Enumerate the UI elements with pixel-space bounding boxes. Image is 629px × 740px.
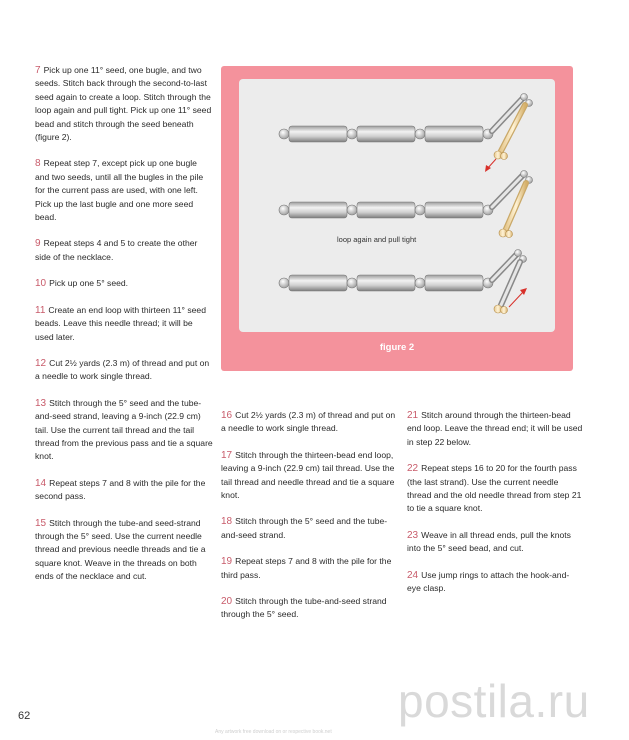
instruction-step (221, 515, 397, 542)
figure-panel (239, 79, 555, 332)
instruction-step (35, 277, 213, 290)
step-number: 16 (221, 410, 233, 421)
step-text: Stitch through the thirteen-bead end loop, leaving a 9-inch (22.9 cm) tail thread. Use the tail thread and needle thread and tie a square knot. (221, 449, 395, 501)
instruction-step (407, 409, 583, 449)
instruction-step (35, 357, 213, 384)
bead-diagram (239, 79, 555, 332)
step-number: 24 (407, 569, 419, 581)
bead-row-2 (279, 171, 533, 238)
column-middle (221, 409, 397, 635)
figure-label: loop again and pull tight (337, 235, 417, 244)
step-text: Create an end loop with thirteen 11° seed beads. Leave this needle thread; it will be used later. (35, 304, 206, 342)
step-number: 12 (35, 357, 47, 369)
instruction-step (221, 409, 397, 436)
step-number: 13 (35, 397, 47, 409)
instruction-step (35, 397, 213, 464)
step-text: Repeat steps 7 and 8 with the pile for the third pass. (221, 556, 392, 580)
footer-note: Any artwork free download on or respective book.net (215, 729, 332, 735)
step-text: Stitch through the tube-and seed-strand through the 5° seed. Use the current needle thread and previous needle threads and tie a square knot. Weave in the threads on both ends of the necklace and cut. (35, 517, 206, 582)
step-number: 11 (35, 304, 46, 316)
step-text: Pick up one 5° seed. (49, 278, 129, 289)
step-number: 10 (35, 278, 47, 290)
instruction-step (35, 477, 213, 504)
step-number: 20 (221, 596, 233, 608)
step-text: Stitch through the tube-and-seed strand through the 5° seed. (221, 596, 387, 620)
step-text: Repeat steps 4 and 5 to create the other side of the necklace. (35, 238, 198, 262)
step-number: 9 (35, 238, 41, 250)
instruction-step (221, 595, 397, 622)
step-text: Repeat step 7, except pick up one bugle and two seeds, until all the bugles in the pile for the current pass are used, with one left. Pick up the last bugle and one more seed bead. (35, 158, 204, 223)
step-text: Stitch through the 5° seed and the tube-and-seed strand. (221, 516, 388, 540)
step-number: 14 (35, 477, 47, 489)
instruction-step (35, 157, 213, 224)
instruction-step (35, 304, 213, 344)
column-left (35, 64, 213, 597)
step-text: Stitch through the 5° seed and the tube-and-seed strand, leaving a 9-inch (22.9 cm) tail. Use the current tail thread and the tail thread from the previous pass and tie a square knot. (35, 397, 213, 462)
bead-row-3 (279, 250, 527, 314)
instruction-step (35, 64, 213, 144)
step-number: 19 (221, 556, 233, 568)
step-number: 7 (35, 65, 41, 76)
figure-2 (221, 66, 573, 371)
step-number: 22 (407, 463, 419, 475)
step-text: Cut 2½ yards (2.3 m) of thread and put on a needle to work single thread. (35, 357, 210, 382)
bead-row-1 (279, 94, 533, 173)
step-number: 21 (407, 410, 419, 421)
step-text: Cut 2½ yards (2.3 m) of thread and put on a needle to work single thread. (221, 410, 396, 434)
step-text: Use jump rings to attach the hook-and-eye clasp. (407, 569, 570, 594)
instruction-step (407, 529, 583, 556)
step-text: Stitch around through the thirteen-bead end loop. Leave the thread end; it will be used in step 22 below. (407, 410, 583, 447)
step-number: 23 (407, 529, 419, 541)
step-text: Repeat steps 7 and 8 with the pile for the second pass. (35, 477, 206, 502)
instruction-step (407, 569, 583, 596)
step-text: Weave in all thread ends, pull the knots into the 5° seed bead, and cut. (407, 529, 571, 554)
instruction-step (221, 449, 397, 503)
page-number: 62 (18, 710, 31, 722)
step-text: Pick up one 11° seed, one bugle, and two seeds. Stitch back through the second-to-last seed again to create a loop. Stitch through the loop again and pull tight. Pick up one 11° seed bead and stitch through the seed beneath (figure 2). (35, 65, 212, 143)
step-number: 15 (35, 517, 47, 529)
instruction-step (35, 517, 213, 584)
step-number: 8 (35, 158, 41, 170)
figure-caption: figure 2 (379, 342, 415, 353)
instruction-step (221, 555, 397, 582)
step-text: Repeat steps 16 to 20 for the fourth pass (the last strand). Use the current needle thread and the old needle thread from step 21 to tie a square knot. (407, 463, 582, 514)
column-right (407, 409, 583, 608)
watermark: postila.ru (398, 675, 590, 727)
step-number: 17 (221, 449, 233, 461)
instruction-step (407, 462, 583, 516)
step-number: 18 (221, 516, 233, 528)
instruction-step (35, 237, 213, 264)
